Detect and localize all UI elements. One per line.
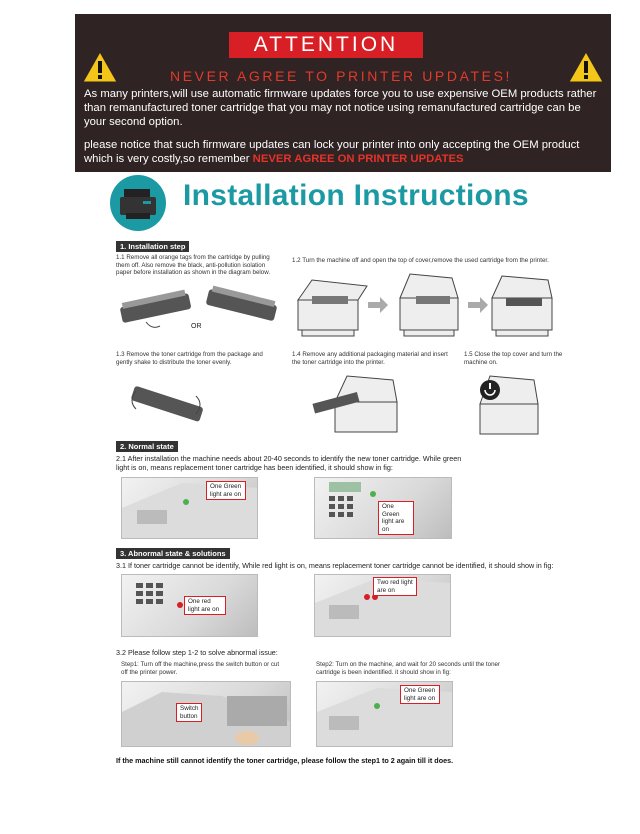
insert-cartridge-illustration [295, 370, 405, 440]
warning-icon [81, 50, 119, 84]
solve-steps-text: 3.2 Please follow step 1-2 to solve abnormal issue: [116, 648, 278, 657]
section-header-abnormal: 3. Abnormal state & solutions [116, 548, 230, 559]
callout-green-light-b: One Green light are on [378, 501, 414, 535]
section-header-normal: 2. Normal state [116, 441, 178, 452]
attention-title: ATTENTION [229, 32, 423, 58]
step-1-2-text: 1.2 Turn the machine off and open the top of cover,remove the used cartridge from the printer. [292, 257, 549, 264]
step1-instruction: Step1: Turn off the machine,press the switch button or cut off the printer power. [121, 661, 280, 676]
printer-icon [110, 175, 166, 231]
normal-state-text: 2.1 After installation the machine needs about 20-40 seconds to identify the new toner cartridge. While green light is on, means replacement toner cartridge has been identified, it should show in fig: [116, 454, 462, 472]
step-1-4-text: 1.4 Remove any additional packaging material and insert the toner cartridge into the printer. [292, 351, 448, 366]
close-cover-illustration [468, 370, 548, 445]
or-label: OR [191, 323, 202, 330]
callout-red-light-2: Two red light are on [373, 577, 417, 596]
warning-icon [567, 50, 605, 84]
page-title: Installation Instructions [183, 179, 529, 212]
firmware-paragraph: As many printers,will use automatic firmware updates force you to use expensive OEM products rather than remanufactured toner cartridge that you may not notice using remanufactured cartridge can be your second option. [84, 88, 597, 128]
never-agree-warning: NEVER AGREE TO PRINTER UPDATES! [170, 68, 512, 84]
step-1-1-text: 1.1 Remove all orange tags from the cartridge by pulling them off. Also remove the black, anti-pollution isolation paper before installation as shown in the diagram below. [116, 254, 271, 276]
step-1-3-text: 1.3 Remove the toner cartridge from the package and gently shake to distribute the toner evenly. [116, 351, 263, 366]
attention-banner [75, 14, 611, 172]
callout-green-light-c: One Green light are on [400, 685, 440, 704]
switch-button-photo [121, 681, 291, 747]
step-1-5-text: 1.5 Close the top cover and turn the machine on. [464, 351, 563, 366]
notice-text: please notice that such firmware updates can lock your printer into only accepting the OEM product which is very costly,so remember [84, 139, 580, 165]
callout-green-light-a: One Green light are on [206, 481, 246, 500]
never-agree-emphasis: NEVER AGREE ON PRINTER UPDATES [252, 153, 464, 165]
step2-instruction: Step2: Turn on the machine, and wait for 20 seconds until the toner cartridge is been indentified. it should show in fig: [316, 661, 501, 676]
printer-open-illustration [292, 270, 572, 340]
notice-paragraph [84, 138, 604, 166]
shake-cartridge-illustration [116, 376, 216, 432]
abnormal-state-text: 3.1 If toner cartridge cannot be identify, While red light is on, means replacement toner cartridge cannot be identified, it should show in fig: [116, 561, 554, 570]
callout-switch-button: Switch button [176, 703, 202, 722]
section-header-installation: 1. Installation step [116, 241, 189, 252]
footer-note: If the machine still cannot identify the toner cartridge, please follow the step1 to 2 again till it does. [116, 756, 454, 765]
callout-red-light-1: One red light are on [184, 596, 226, 615]
